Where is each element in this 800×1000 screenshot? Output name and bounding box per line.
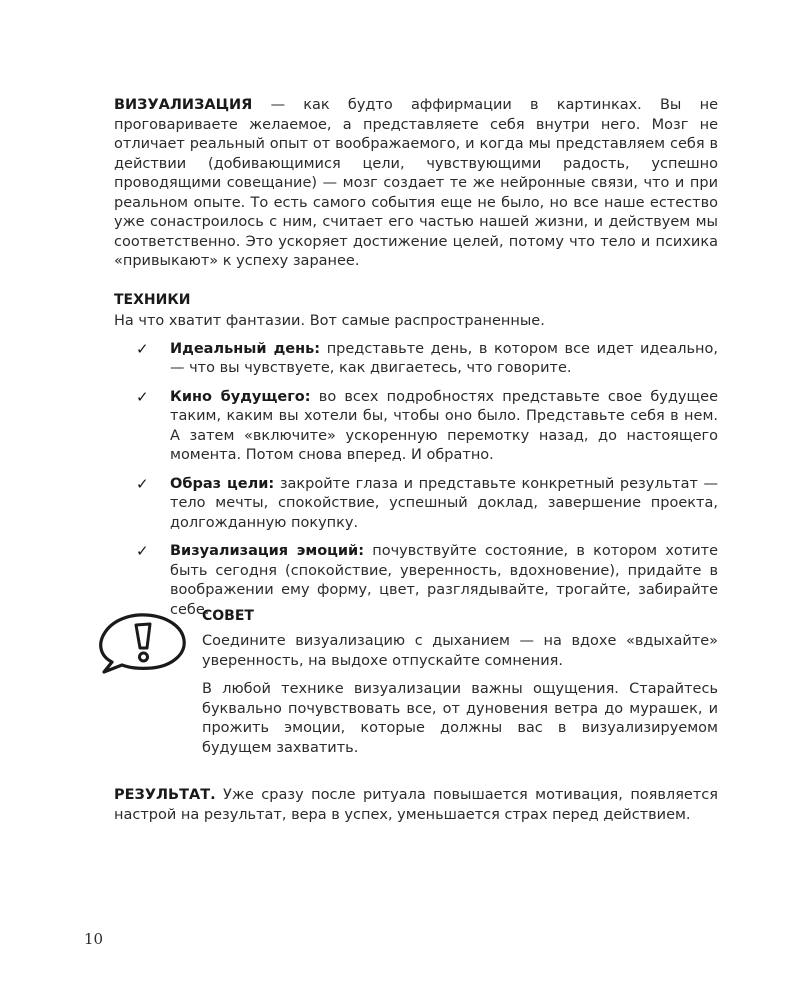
techniques-subtitle: На что хватит фантазии. Вот самые распространенные. — [114, 313, 545, 329]
page-number: 10 — [84, 930, 104, 948]
technique-title: Идеальный день: — [170, 340, 321, 357]
speech-bubble-exclamation-icon — [96, 610, 188, 674]
technique-title: Визуализация эмоций: — [170, 543, 365, 559]
checkmark-icon: ✓ — [136, 387, 149, 406]
result-term: РЕЗУЛЬТАТ. — [114, 787, 216, 803]
checkmark-icon: ✓ — [136, 474, 149, 493]
technique-text: закройте глаза и представьте конкретный результат — тело мечты, спокойствие, успешный доклад, завершение проекта, долгожданную покупку. — [170, 475, 719, 531]
technique-title: Образ цели: — [170, 475, 275, 492]
tip-paragraph: Соедините визуализацию с дыханием — на вдохе «вдыхайте» уверенность, на выдохе отпускайте сомнения. — [202, 633, 718, 669]
technique-item — [114, 475, 718, 534]
result-text: Уже сразу после ритуала повышается мотивация, появляется настрой на результат, вера в успех, уменьшается страх перед действием. — [114, 787, 718, 823]
checkmark-icon: ✓ — [136, 542, 149, 560]
technique-text: во всех подробностях представьте свое будущее таким, каким вы хотели бы, чтобы оно было. Представьте себя в нем. А затем «включите» ускоренную перемотку назад, до настоящего момента. Потом снова вперед. И обратно. — [170, 388, 718, 463]
checkmark-icon: ✓ — [136, 339, 149, 358]
technique-title: Кино будущего: — [170, 388, 311, 405]
visualization-term: ВИЗУАЛИЗАЦИЯ — [114, 97, 253, 113]
visualization-section — [114, 96, 718, 272]
techniques-heading: ТЕХНИКИ — [114, 292, 191, 308]
technique-item — [114, 340, 718, 379]
tip-paragraph: В любой технике визуализации важны ощущения. Старайтесь буквально почувствовать все, от дуновения ветра до мурашек, и прожить эмоции, которые должны вас в визуализируемом будущем захватить. — [202, 681, 718, 756]
tip-heading: СОВЕТ — [202, 608, 254, 624]
visualization-paragraph — [114, 96, 718, 272]
technique-text: представьте день, в котором все идет идеально, — что вы чувствуете, как двигаетесь, что говорите. — [170, 340, 719, 376]
techniques-section — [114, 290, 718, 629]
technique-text: почувствуйте состояние, в котором хотите быть сегодня (спокойствие, уверенность, вдохновение), придайте в воображении ему форму, цвет, разглядывайте, трогайте, забирайте себе. — [170, 543, 719, 618]
technique-item — [114, 388, 718, 466]
result-paragraph — [114, 786, 718, 825]
visualization-text: — как будто аффирмации в картинках. Вы не проговариваете желаемое, а представляете себя внутри него. Мозг не отличает реальный опыт от воображаемого, и когда мы представляем себя в действии (добивающимися цели, чувствующими радость, успешно проводящими совещание) — мозг создает те же нейронные связи, что и при реальном опыте. То есть самого события еще не было, но все наше естество уже сонастроилось с ним, считает его частью нашей жизни, и действуем мы соответственно. Это ускоряет достижение целей, потому что тело и психика «привыкают» к успеху заранее. — [114, 97, 718, 269]
result-section — [114, 786, 718, 825]
techniques-list — [114, 340, 718, 621]
tip-box — [96, 606, 718, 766]
tip-content — [202, 606, 718, 767]
